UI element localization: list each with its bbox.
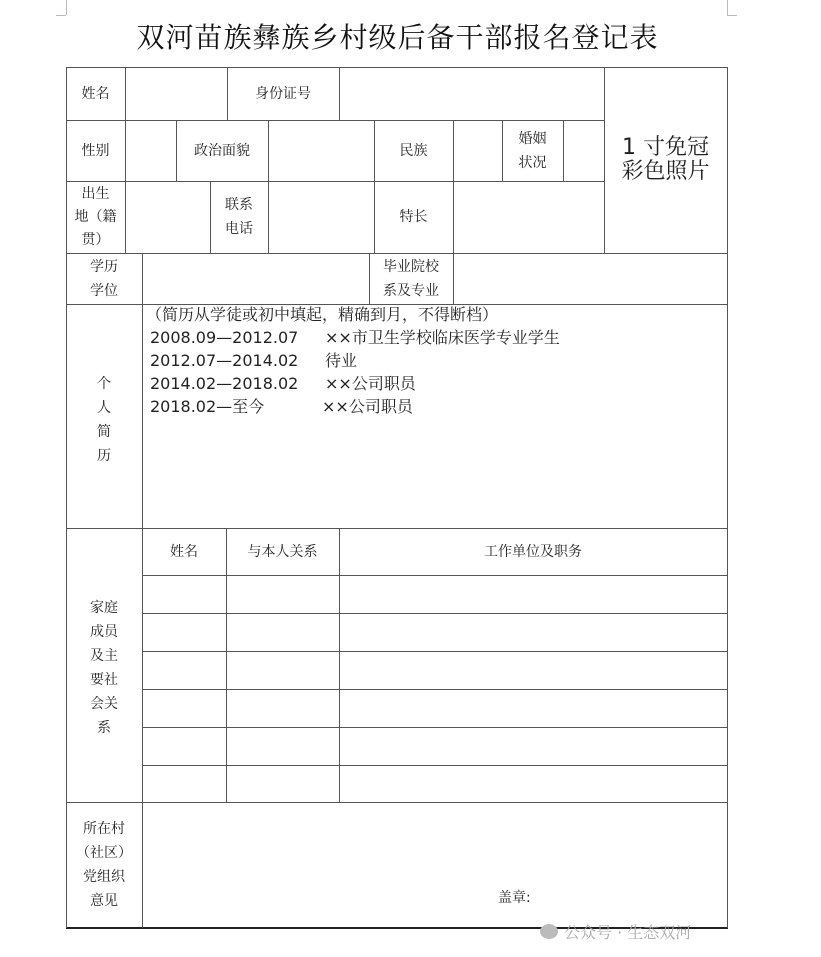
resume-desc: 待业: [325, 351, 358, 370]
family-header-work: 工作单位及职务: [484, 543, 582, 560]
corner-mark: [66, 0, 67, 15]
name-label: 姓名: [81, 85, 110, 102]
education-label: [66, 253, 142, 304]
name-field[interactable]: [125, 67, 227, 120]
family-header-relation: 与本人关系: [247, 543, 318, 560]
id-number-field[interactable]: [339, 67, 604, 120]
political-label: 政治面貌: [194, 142, 250, 159]
resume-period: 2014.02—2018.02: [150, 374, 299, 393]
birthplace-label: [66, 181, 125, 253]
label-line: 意见: [90, 893, 118, 909]
label-line: 及主: [90, 648, 118, 664]
label-line: 状况: [518, 154, 547, 171]
label-line: 毕业院校: [383, 258, 439, 275]
photo-placeholder[interactable]: [604, 67, 727, 253]
label-line: 出生: [81, 185, 110, 202]
resume-desc: ××公司职员: [325, 374, 416, 393]
phone-label: [210, 181, 268, 253]
label-line: （社区）: [76, 845, 132, 861]
gender-label: 性别: [81, 142, 110, 159]
label-line: 电话: [225, 221, 253, 237]
marital-status-label: [502, 120, 563, 181]
label-char: 历: [97, 448, 111, 464]
label-line: 贯）: [81, 231, 110, 248]
label-line: 党组织: [83, 869, 125, 885]
label-char: 个: [97, 376, 111, 392]
resume-period: 2018.02—至今: [150, 397, 265, 416]
seal-label: 盖章:: [498, 890, 531, 906]
label-line: 系及专业: [383, 282, 439, 299]
resume-period: 2012.07—2014.02: [150, 351, 299, 370]
resume-desc: ××公司职员: [322, 397, 413, 416]
resume-label: [66, 370, 142, 470]
corner-mark: [727, 0, 728, 15]
family-header-name: 姓名: [170, 543, 198, 560]
photo-text: 1 寸免冠: [622, 135, 709, 160]
watermark-text: 公众号 · 生态双河: [564, 923, 692, 942]
school-major-label: [369, 253, 453, 304]
label-line: 系: [97, 720, 111, 736]
watermark: [540, 920, 691, 943]
label-char: 简: [97, 424, 111, 440]
family-label: [66, 596, 142, 740]
specialty-label: 特长: [399, 209, 428, 225]
label-line: 要社: [90, 672, 118, 688]
label-line: 联系: [225, 197, 253, 213]
party-opinion-label: [66, 815, 142, 915]
wechat-icon: [540, 924, 558, 939]
form-title: 双河苗族彝族乡村级后备干部报名登记表: [136, 21, 659, 54]
photo-text: 彩色照片: [621, 159, 710, 184]
label-line: 会关: [90, 696, 118, 712]
label-line: 成员: [90, 624, 118, 640]
label-line: 地（籍: [74, 208, 117, 225]
label-char: 人: [97, 400, 111, 416]
resume-note: （简历从学徒或初中填起，精确到月，不得断档）: [146, 305, 499, 324]
label-line: 学位: [90, 282, 118, 299]
label-line: 所在村: [83, 821, 125, 837]
resume-period: 2008.09—2012.07: [150, 328, 299, 347]
resume-desc: ××市卫生学校临床医学专业学生: [325, 328, 560, 347]
ethnicity-label: 民族: [399, 142, 428, 159]
id-number-label: 身份证号: [255, 85, 311, 102]
label-line: 家庭: [90, 600, 118, 616]
label-line: 学历: [90, 258, 118, 275]
label-line: 婚姻: [518, 130, 547, 147]
